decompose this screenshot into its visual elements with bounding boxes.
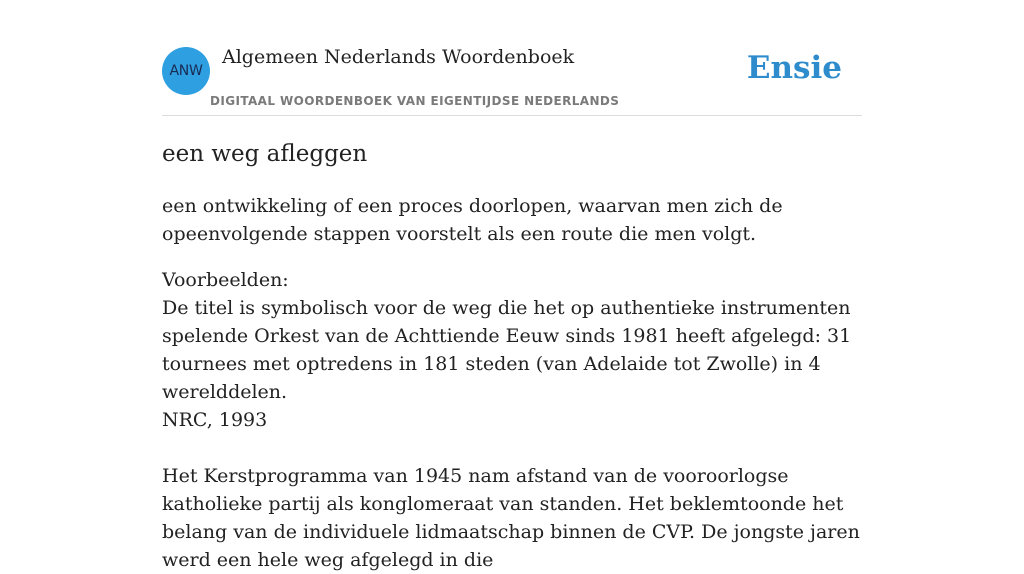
examples-label: Voorbeelden: [162, 269, 289, 291]
site-subtitle: DIGITAAL WOORDENBOEK VAN EIGENTIJDSE NEDERLANDS [210, 94, 620, 108]
ensie-logo[interactable]: Ensie [746, 50, 842, 86]
site-title[interactable]: Algemeen Nederlands Woordenboek [222, 46, 575, 68]
anw-logo-text: ANW [169, 63, 203, 79]
definition: een ontwikkeling of een proces doorlopen, waarvan men zich de opeenvolgende stappen voorstelt als een route die men volgt. [162, 195, 783, 245]
example-source: NRC, 1993 [162, 409, 268, 431]
header-divider [162, 115, 862, 116]
example-text: De titel is symbolisch voor de weg die het op authentieke instrumenten spelende Orkest van de Achttiende Eeuw sinds 1981 heeft afgelegd: 31 tournees met optredens in 181 steden (van Adelaide tot Zwolle) in 4 werelddelen. [162, 297, 852, 403]
entry-content [162, 138, 862, 574]
anw-logo[interactable] [162, 47, 210, 95]
example-spacer [162, 434, 862, 462]
example-text: Het Kerstprogramma van 1945 nam afstand van de vooroorlogse katholieke partij als konglomeraat van standen. Het beklemtoonde het belang van de individuele lidmaatschap binnen de CVP. De jongste jaren werd een hele weg afgelegd in die [162, 465, 860, 571]
headword: een weg afleggen [162, 141, 368, 167]
examples-section [162, 266, 862, 574]
